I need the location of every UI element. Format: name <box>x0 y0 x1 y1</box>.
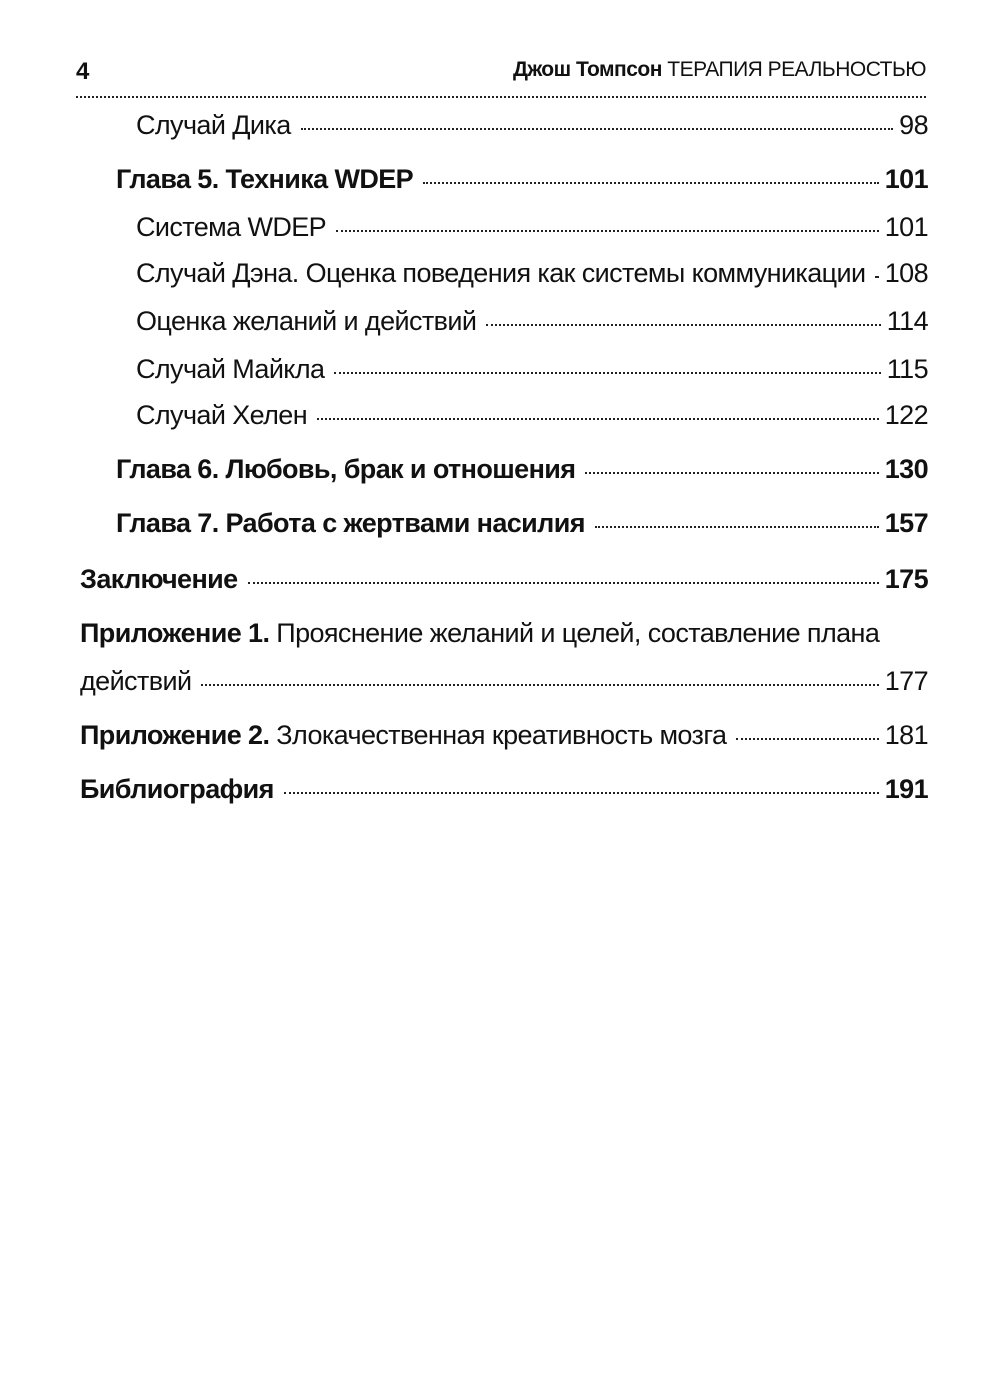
toc-entry-sluchai-helen <box>136 398 928 432</box>
toc-entry-label <box>80 718 726 752</box>
toc-page-number: 114 <box>886 306 928 336</box>
toc-page-number: 175 <box>884 564 928 594</box>
toc-entry-label: Прояснение желаний и целей, составление плана <box>269 618 880 648</box>
running-head-author: Джош Томпсон <box>512 58 662 81</box>
toc-leader-dots <box>486 324 880 326</box>
toc-entry-label: Оценка желаний и действий <box>136 306 477 336</box>
toc-entry-label: действий <box>80 666 192 696</box>
toc-entry-appendix-2 <box>80 718 928 752</box>
toc-leader-dots <box>284 792 879 794</box>
toc-entry-chapter-6 <box>116 452 928 486</box>
toc-page-number: 115 <box>886 354 928 384</box>
toc-entry-label: Случай Хелен <box>136 400 308 430</box>
toc-leader-dots <box>736 738 878 740</box>
toc-page-number: 101 <box>884 164 928 194</box>
toc-page-number: 98 <box>899 110 928 140</box>
toc-page-number: 157 <box>884 508 928 538</box>
toc-page-number: 130 <box>884 454 928 484</box>
toc-leader-dots <box>317 418 879 420</box>
toc-entry-bibliography <box>80 772 928 806</box>
toc-page-number: 191 <box>884 774 928 804</box>
toc-entry-conclusion <box>80 562 928 596</box>
toc-entry-chapter-5 <box>116 162 928 196</box>
toc-entry-label-bold: Приложение 2. <box>80 720 270 750</box>
toc-entry-label: Случай Дэна. Оценка поведения как системы коммуникации <box>136 258 866 288</box>
toc-entry-ocenka-zhelanii <box>136 304 928 338</box>
toc-entry-label: Глава 7. Работа с жертвами насилия <box>116 508 585 538</box>
toc-entry-label: Глава 6. Любовь, брак и отношения <box>116 454 576 484</box>
toc-entry-label: Случай Дика <box>136 110 291 140</box>
toc-entry-sluchai-dena <box>136 256 928 290</box>
page-header <box>76 48 926 98</box>
toc-entry-label: Случай Майкла <box>136 354 325 384</box>
toc-entry-label: Библиография <box>80 774 274 804</box>
toc-page-number: 108 <box>884 258 928 288</box>
toc-entry-sluchai-maikla <box>136 352 928 386</box>
toc-leader-dots <box>334 372 880 374</box>
toc-entry-sluchai-dika <box>136 108 928 142</box>
toc-leader-dots <box>336 230 879 232</box>
toc-entry-appendix-1-line1 <box>80 616 879 650</box>
toc-leader-dots <box>423 182 879 184</box>
toc-entry-sistema-wdep <box>136 210 928 244</box>
toc-leader-dots <box>248 582 879 584</box>
toc-leader-dots <box>301 128 894 130</box>
running-head-title: ТЕРАПИЯ РЕАЛЬНОСТЬЮ <box>667 58 926 81</box>
toc-leader-dots <box>585 472 878 474</box>
toc-page-number: 177 <box>884 666 928 696</box>
toc-page-number: 181 <box>884 720 928 750</box>
toc-page-number: 101 <box>884 212 928 242</box>
running-head <box>513 58 926 82</box>
toc-page-number: 122 <box>884 400 928 430</box>
toc-leader-dots <box>201 684 878 686</box>
toc-entry-label: Глава 5. Техника WDEP <box>116 164 414 194</box>
toc-entry-appendix-1-line2 <box>80 664 928 698</box>
toc-entry-label-rest: Злокачественная креативность мозга <box>269 720 727 750</box>
toc-leader-dots <box>875 276 878 278</box>
page-number: 4 <box>76 58 90 85</box>
toc-entry-chapter-7 <box>116 506 928 540</box>
toc-leader-dots <box>595 526 879 528</box>
toc-entry-label: Система WDEP <box>136 212 327 242</box>
toc-entry-label: Заключение <box>80 564 238 594</box>
toc-entry-label-bold: Приложение 1. <box>80 618 270 648</box>
